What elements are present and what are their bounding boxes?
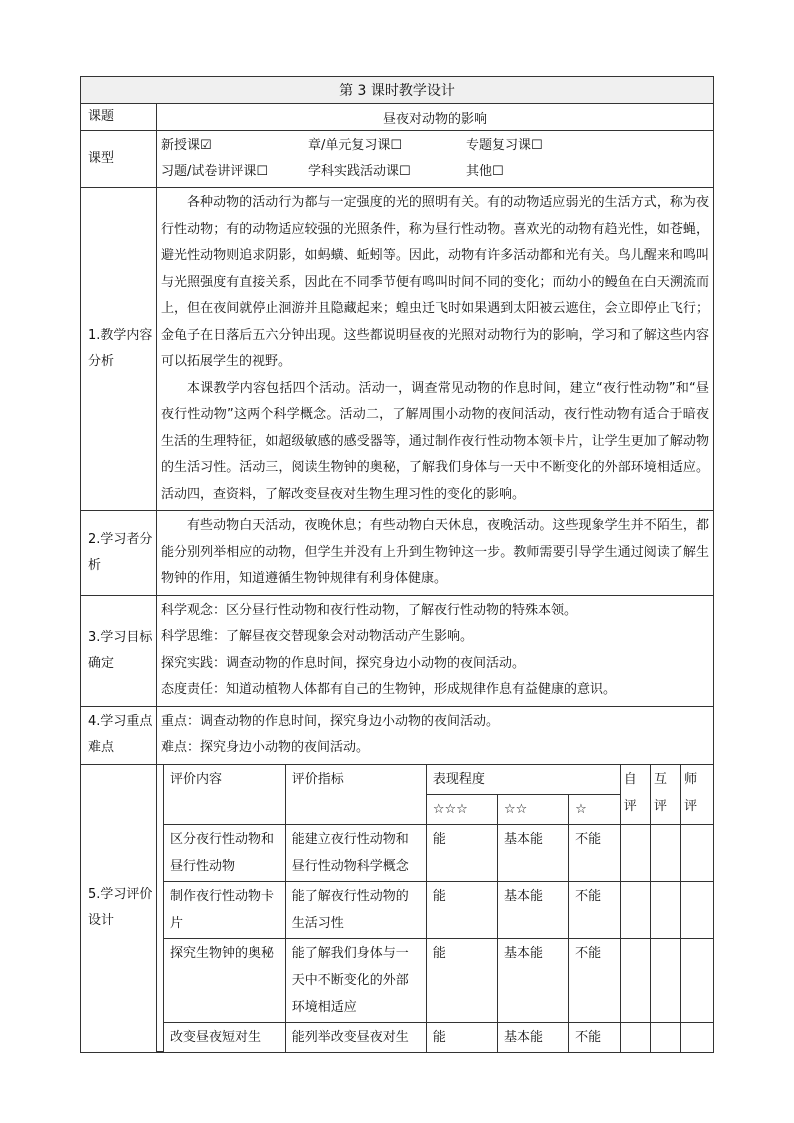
lesson-plan-table	[80, 76, 714, 1053]
eval-header-peer: 互评	[650, 765, 680, 825]
objective-line: 科学思维：了解昼夜交替现象会对动物活动产生影响。	[161, 629, 474, 644]
eval-header-one-star: ☆	[569, 794, 621, 824]
option-topic-review[interactable]: 专题复习课☐	[466, 138, 543, 153]
objective-line: 探究实践：调查动物的作息时间，探究身边小动物的夜间活动。	[161, 655, 526, 671]
evaluation-cell	[157, 764, 714, 1053]
eval-header-indicator: 评价指标	[285, 765, 426, 825]
eval-level-1: 不能	[569, 824, 621, 881]
eval-header-two-stars: ☆☆	[497, 794, 568, 824]
eval-level-1: 不能	[569, 938, 621, 1022]
eval-self-cell[interactable]	[620, 824, 650, 881]
table-row	[157, 881, 713, 938]
eval-teacher-cell[interactable]	[681, 824, 713, 881]
eval-level-2: 基本能	[497, 938, 568, 1022]
eval-content: 探究生物钟的奥秘	[163, 938, 285, 1022]
subject-value: 昼夜对动物的影响	[157, 104, 714, 131]
option-unit-review[interactable]: 章/单元复习课☐	[308, 138, 403, 153]
eval-self-cell[interactable]	[620, 881, 650, 938]
evaluation-label: 5.学习评价设计	[81, 764, 157, 1053]
key-points-label: 4.学习重点难点	[81, 706, 157, 764]
eval-header-self: 自评	[620, 765, 650, 825]
option-practice-activity[interactable]: 学科实践活动课☐	[308, 164, 411, 179]
eval-self-cell[interactable]	[620, 1022, 650, 1052]
eval-header-performance: 表现程度	[426, 765, 620, 795]
eval-content: 区分夜行性动物和昼行性动物	[163, 824, 285, 881]
title-row	[81, 77, 714, 104]
objective-line: 态度责任：知道动植物人体都有自己的生物钟，形成规律作息有益健康的意识。	[161, 682, 617, 697]
eval-indicator: 能建立夜行性动物和昼行性动物科学概念	[285, 824, 426, 881]
key-point-line: 重点：调查动物的作息时间，探究身边小动物的夜间活动。	[161, 713, 500, 729]
eval-content: 改变昼夜短对生	[163, 1022, 285, 1052]
eval-peer-cell[interactable]	[650, 1022, 680, 1052]
eval-level-2: 基本能	[497, 1022, 568, 1052]
eval-self-cell[interactable]	[620, 938, 650, 1022]
eval-level-3: 能	[426, 881, 497, 938]
eval-header-teacher: 师评	[681, 765, 713, 825]
content-analysis-text	[157, 188, 714, 511]
eval-peer-cell[interactable]	[650, 824, 680, 881]
table-row	[157, 1022, 713, 1052]
eval-level-3: 能	[426, 938, 497, 1022]
eval-indicator: 能了解我们身体与一天中不断变化的外部环境相适应	[285, 938, 426, 1022]
evaluation-table	[157, 765, 713, 1053]
objective-line: 科学观念：区分昼行性动物和夜行性动物，了解夜行性动物的特殊本领。	[161, 602, 578, 618]
table-row	[157, 824, 713, 881]
eval-level-3: 能	[426, 824, 497, 881]
option-new-lesson[interactable]: 新授课☑	[161, 138, 212, 153]
eval-header-content: 评价内容	[163, 765, 285, 825]
evaluation-row	[81, 764, 714, 1053]
key-points-row	[81, 706, 714, 764]
subject-row	[81, 104, 714, 131]
eval-header-row	[157, 765, 713, 795]
eval-level-2: 基本能	[497, 881, 568, 938]
lesson-plan-page	[80, 76, 713, 1053]
eval-teacher-cell[interactable]	[681, 881, 713, 938]
eval-indicator: 能了解夜行性动物的生活习性	[285, 881, 426, 938]
learner-analysis-row	[81, 511, 714, 596]
learner-analysis-label: 2.学习者分析	[81, 511, 157, 596]
course-type-label: 课型	[81, 131, 157, 188]
objectives-label: 3.学习目标确定	[81, 595, 157, 706]
difficult-point-line: 难点：探究身边小动物的夜间活动。	[161, 740, 370, 755]
eval-level-2: 基本能	[497, 824, 568, 881]
eval-level-1: 不能	[569, 881, 621, 938]
option-exercise-review[interactable]: 习题/试卷讲评课☐	[161, 164, 269, 179]
eval-indicator: 能列举改变昼夜对生	[285, 1022, 426, 1052]
eval-teacher-cell[interactable]	[681, 938, 713, 1022]
objectives-row	[81, 595, 714, 706]
subject-label: 课题	[81, 104, 157, 131]
eval-content: 制作夜行性动物卡片	[163, 881, 285, 938]
learner-analysis-text	[157, 511, 714, 596]
eval-peer-cell[interactable]	[650, 938, 680, 1022]
eval-header-three-stars: ☆☆☆	[426, 794, 497, 824]
key-points-text	[157, 706, 714, 764]
content-analysis-row	[81, 188, 714, 511]
eval-level-3: 能	[426, 1022, 497, 1052]
course-type-row	[81, 131, 714, 188]
learner-analysis-para: 有些动物白天活动，夜晚休息；有些动物白天休息，夜晚活动。这些现象学生并不陌生，都能分别列举相应的动物，但学生并没有上升到生物钟这一步。教师需要引导学生通过阅读了解生物钟的作用，知道遵循生物钟规律有利身体健康。	[161, 518, 709, 586]
eval-peer-cell[interactable]	[650, 881, 680, 938]
eval-teacher-cell[interactable]	[681, 1022, 713, 1052]
content-analysis-label: 1.教学内容分析	[81, 188, 157, 511]
table-row	[157, 938, 713, 1022]
objectives-text	[157, 595, 714, 706]
document-title: 第 3 课时教学设计	[81, 77, 714, 104]
eval-level-1: 不能	[569, 1022, 621, 1052]
content-analysis-para-2: 本课教学内容包括四个活动。活动一，调查常见动物的作息时间，建立“夜行性动物”和“昼夜行性动物”这两个科学概念。活动二，了解周围小动物的夜间活动，夜行性动物有适合于暗夜生活的生理特征，如超级敏感的感受器等，通过制作夜行性动物本领卡片，让学生更加了解动物的生活习性。活动三，阅读生物钟的奥秘，了解我们身体与一天中不断变化的外部环境相适应。活动四，查资料，了解改变昼夜对生物生理习性的变化的影响。	[161, 380, 709, 502]
option-other[interactable]: 其他☐	[466, 164, 504, 179]
content-analysis-para-1: 各种动物的活动行为都与一定强度的光的照明有关。有的动物适应弱光的生活方式，称为夜行性动物；有的动物适应较强的光照条件，称为昼行性动物。喜欢光的动物有趋光性，如苍蝇，避光性动物则追求阴影，如蚂蟥、蚯蚓等。因此，动物有许多活动都和光有关。鸟儿醒来和鸣叫与光照强度有直接关系，因此在不同季节便有鸣叫时间不同的变化；而幼小的鳗鱼在白天溯流而上，但在夜间就停止洄游并且隐藏起来；蝗虫迁飞时如果遇到太阳被云遮住，会立即停止飞行；金龟子在日落后五六分钟出现。这些都说明昼夜的光照对动物行为的影响，学习和了解这些内容可以拓展学生的视野。	[161, 195, 709, 369]
course-type-options	[157, 131, 714, 188]
